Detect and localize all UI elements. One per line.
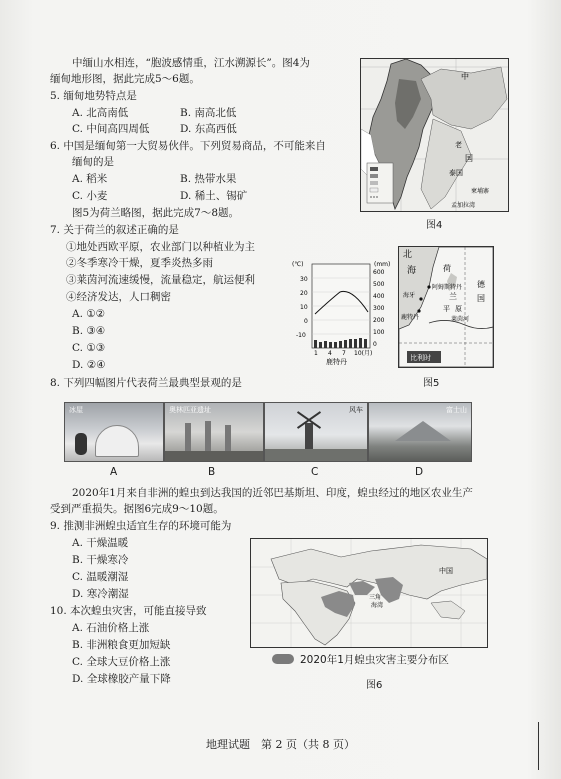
column-2 [205,421,211,453]
q6-stem-line2: 缅甸的是 [72,156,114,168]
fig5-left-axis [296,276,308,339]
fig4-label-thailand: 泰国 [449,169,463,177]
q7-statement-2: ②冬季寒冷干燥，夏季炎热多雨 [66,257,213,269]
figure6-caption: 图6 [366,680,383,691]
fig4-label-china: 中 [461,72,469,81]
fig5-left-tick-0: 0 [304,318,308,325]
q8-photo-c [264,402,368,462]
fig5-x-tick-10: 10(月) [354,350,373,357]
q7-option-c: C. ①③ [72,342,106,354]
fig5-right-tick-500: 500 [373,281,385,288]
fig4-label-bay: 孟加拉湾 [451,202,476,209]
fig5-right-tick-600: 600 [373,269,385,276]
fig5-left-tick-30: 30 [300,276,308,283]
fig5-label-he: 荷 [443,264,451,273]
q8-photo-b [164,402,264,462]
fig5-left-tick-10: 10 [300,304,308,311]
q6-stem-line1: 6. 中国是缅甸第一大贸易伙伴。下列贸易商品，不可能来自 [50,140,326,152]
q6-option-c: C. 小麦 [72,190,108,202]
q9-option-c: C. 温暖潮湿 [72,571,129,583]
mountain-shape [395,421,451,441]
q8-photo-d-letter: D [415,466,424,478]
q10-option-c: C. 全球大豆价格上涨 [72,656,171,668]
fig5-x-tick-4: 4 [328,350,332,357]
figure4-caption: 图4 [426,220,443,231]
q8-photo-a [64,402,164,462]
fig5-label-ping: 平 [443,305,450,313]
q6-option-b: B. 热带水果 [180,173,237,185]
fig6-label-sanjiao: 三角 [369,594,382,601]
intro-netherlands: 图5为荷兰略图，据此完成7～8题。 [72,207,240,219]
q8-photo-a-tag: 冰屋 [69,406,83,414]
q9-stem: 9. 推测非洲蝗虫适宜生存的环境可能为 [50,520,232,532]
q7-option-a: A. ①② [72,308,106,320]
fig5-label-amsterdam: 阿姆斯特丹 [432,284,463,291]
fig5-label-rhine: 莱茵河 [451,316,470,323]
fig5-left-tick-neg10: -10 [296,332,306,339]
column-3 [225,425,231,453]
fig5-right-tick-300: 300 [373,305,385,312]
q8-photo-d-tag: 富士山 [446,406,467,414]
page-footer: 地理试题 第 2 页（共 8 页） [206,738,355,751]
fig4-label-laos: 老 [455,141,462,149]
figure5-climate-chart [290,258,396,366]
q5-option-d: D. 东高西低 [180,123,237,135]
q9-option-a: A. 干燥温暖 [72,537,129,549]
fig5-left-tick-20: 20 [300,290,308,297]
q10-option-a: A. 石油价格上涨 [72,622,150,634]
figure5-netherlands-map [398,246,494,368]
windmill-body [305,423,313,451]
margin-line [538,722,539,770]
q8-photo-d [368,402,472,462]
fig6-label-huwei: 海湾 [371,602,384,609]
fig5-x-axis [314,349,372,357]
q5-option-a: A. 北高南低 [72,107,129,119]
igloo-shape [95,425,139,457]
myanmar-map-svg [361,59,508,211]
fig6-legend-swatch [272,654,294,664]
q8-photo-c-letter: C [311,466,319,478]
intro-locust-line2: 受到严重损失。据图6完成9～10题。 [50,503,224,515]
fig5-x-tick-7: 7 [342,350,346,357]
fig5-label-guo: 国 [477,294,485,303]
q6-option-d: D. 稀土、锡矿 [180,190,248,202]
fig4-label-china2: 国 [465,154,473,163]
fig5-right-unit: (mm) [374,261,391,268]
fig5-label-sea: 海 [407,266,417,276]
q7-statement-1: ①地处西欧平原，农业部门以种植业为主 [66,241,255,253]
q6-option-a: A. 稻米 [72,173,108,185]
fig5-label-de: 德 [477,280,485,289]
q7-statement-3: ③莱茵河流速缓慢，流量稳定，航运便利 [66,274,255,286]
fig5-x-tick-1: 1 [314,350,318,357]
fig5-label-north: 北 [403,250,413,260]
q7-option-b: B. ③④ [72,325,106,337]
q8-photo-b-letter: B [208,466,216,478]
fig6-legend-text: 2020年1月蝗虫灾害主要分布区 [300,654,449,666]
column-1 [185,423,191,453]
q8-photo-a-letter: A [110,466,118,478]
fig5-label-rotterdam: 鹿特丹 [401,314,420,321]
fig5-label-belgium: 比利时 [410,354,431,362]
fig5-right-tick-400: 400 [373,293,385,300]
ruins-ground [165,451,263,461]
q8-stem: 8. 下列四幅图片代表荷兰最典型景观的是 [50,377,242,389]
q10-stem: 10. 本次蝗虫灾害，可能直接导致 [50,605,207,617]
fig5-right-tick-0: 0 [373,341,377,348]
figure4-map [360,58,509,212]
q9-option-b: B. 干燥寒冷 [72,554,129,566]
fig4-label-cambodia: 柬埔寨 [471,188,490,195]
q7-statement-4: ④经济发达，人口稠密 [66,291,171,303]
intro-myanmar-line1: 中缅山水相连，“胞波感情重，江水溯源长”。图4为 [72,57,310,69]
person-figure [75,433,87,455]
q5-option-c: C. 中间高四周低 [72,123,150,135]
q8-photo-b-tag: 奥林匹亚遗址 [169,406,211,414]
q8-photo-c-tag: 风车 [349,406,363,414]
intro-myanmar-line2: 缅甸地形图，据此完成5～6题。 [50,73,200,85]
fig6-label-china: 中国 [439,567,453,575]
fig5-right-tick-100: 100 [373,329,385,336]
fig5-right-axis [373,269,385,348]
figure5-caption: 图5 [423,378,440,389]
q5-stem: 5. 缅甸地势特点是 [50,90,137,102]
q9-option-d: D. 寒冷潮湿 [72,588,129,600]
canal-bank [265,449,367,461]
fig5-label-lan: 兰 [449,292,457,301]
figure6-map [250,538,488,648]
q5-option-b: B. 南高北低 [180,107,237,119]
fig5-label-yuan: 原 [455,305,462,313]
fig5-left-unit: (℃) [292,261,304,268]
fig6-shaded-arabia [349,581,375,595]
q7-stem: 7. 关于荷兰的叙述正确的是 [50,224,179,236]
fig5-right-tick-200: 200 [373,317,385,324]
fig5-city-label: 鹿特丹 [326,358,347,366]
fig5-label-hague: 海牙 [403,292,416,299]
q10-option-b: B. 非洲粮食更加短缺 [72,639,171,651]
q10-option-d: D. 全球橡胶产量下降 [72,673,171,685]
q7-option-d: D. ②④ [72,359,106,371]
intro-locust-line1: 2020年1月来自非洲的蝗虫到达我国的近邻巴基斯坦、印度，蝗虫经过的地区农业生产 [72,487,473,499]
